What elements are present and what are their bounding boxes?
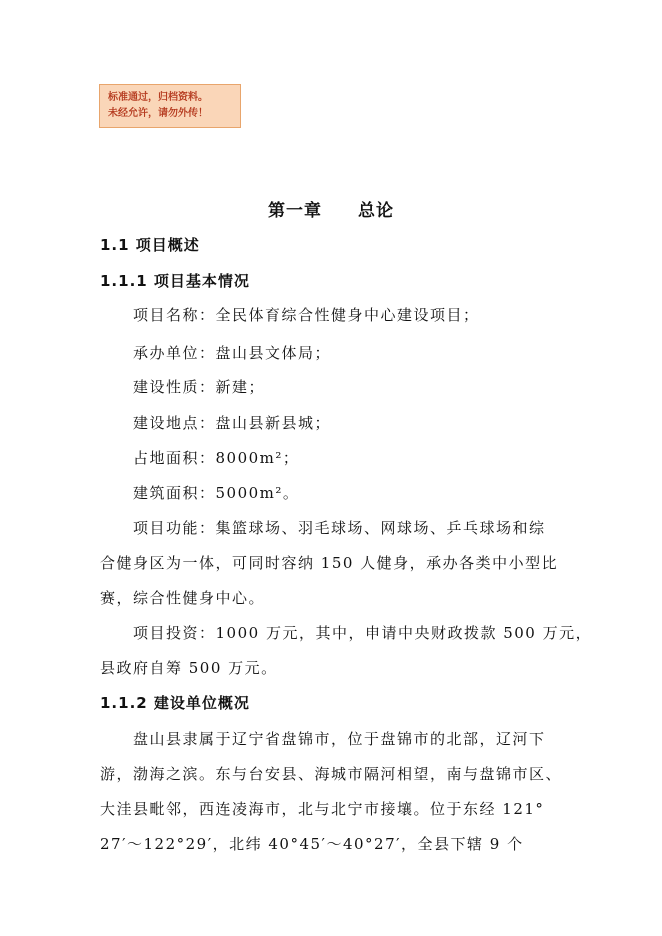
host-unit-line: 承办单位：盘山县文体局； [133, 344, 332, 362]
unit-overview-line-3: 大洼县毗邻，西连凌海市，北与北宁市接壤。位于东经 121° [100, 800, 545, 818]
land-area-line: 占地面积：8000m²； [133, 449, 300, 467]
stamp-line-1: 标准通过，归档资料。 [108, 92, 208, 103]
stamp-line-2: 未经允许，请勿外传！ [108, 108, 208, 119]
construction-location-line: 建设地点：盘山县新县城； [133, 414, 332, 432]
unit-overview-line-4: 27′～122°29′，北纬 40°45′～40°27′，全县下辖 9 个 [100, 835, 524, 853]
project-investment-line-1: 项目投资：1000 万元，其中，申请中央财政拨款 500 万元， [133, 624, 593, 642]
project-function-line-1: 项目功能：集篮球场、羽毛球场、网球场、乒乓球场和综 [133, 519, 546, 537]
section-heading-1-1: 1.1 项目概述 [100, 236, 200, 254]
unit-overview-line-2: 游，渤海之滨。东与台安县、海城市隔河相望，南与盘锦市区、 [100, 765, 563, 783]
construction-nature-line: 建设性质：新建； [133, 378, 266, 396]
section-heading-1-1-1: 1.1.1 项目基本情况 [100, 272, 250, 290]
project-name-line: 项目名称：全民体育综合性健身中心建设项目； [133, 306, 480, 324]
chapter-heading [0, 196, 662, 221]
building-area-line: 建筑面积：5000m²。 [133, 484, 300, 502]
section-heading-1-1-2: 1.1.2 建设单位概况 [100, 694, 250, 712]
project-investment-line-2: 县政府自筹 500 万元。 [100, 659, 278, 677]
project-function-line-3: 赛，综合性健身中心。 [100, 589, 266, 607]
approval-stamp [99, 84, 241, 128]
chapter-number: 第一章 [268, 201, 322, 221]
chapter-title: 总论 [358, 201, 394, 221]
project-function-line-2: 合健身区为一体，可同时容纳 150 人健身，承办各类中小型比 [100, 554, 559, 572]
unit-overview-line-1: 盘山县隶属于辽宁省盘锦市，位于盘锦市的北部，辽河下 [133, 730, 546, 748]
